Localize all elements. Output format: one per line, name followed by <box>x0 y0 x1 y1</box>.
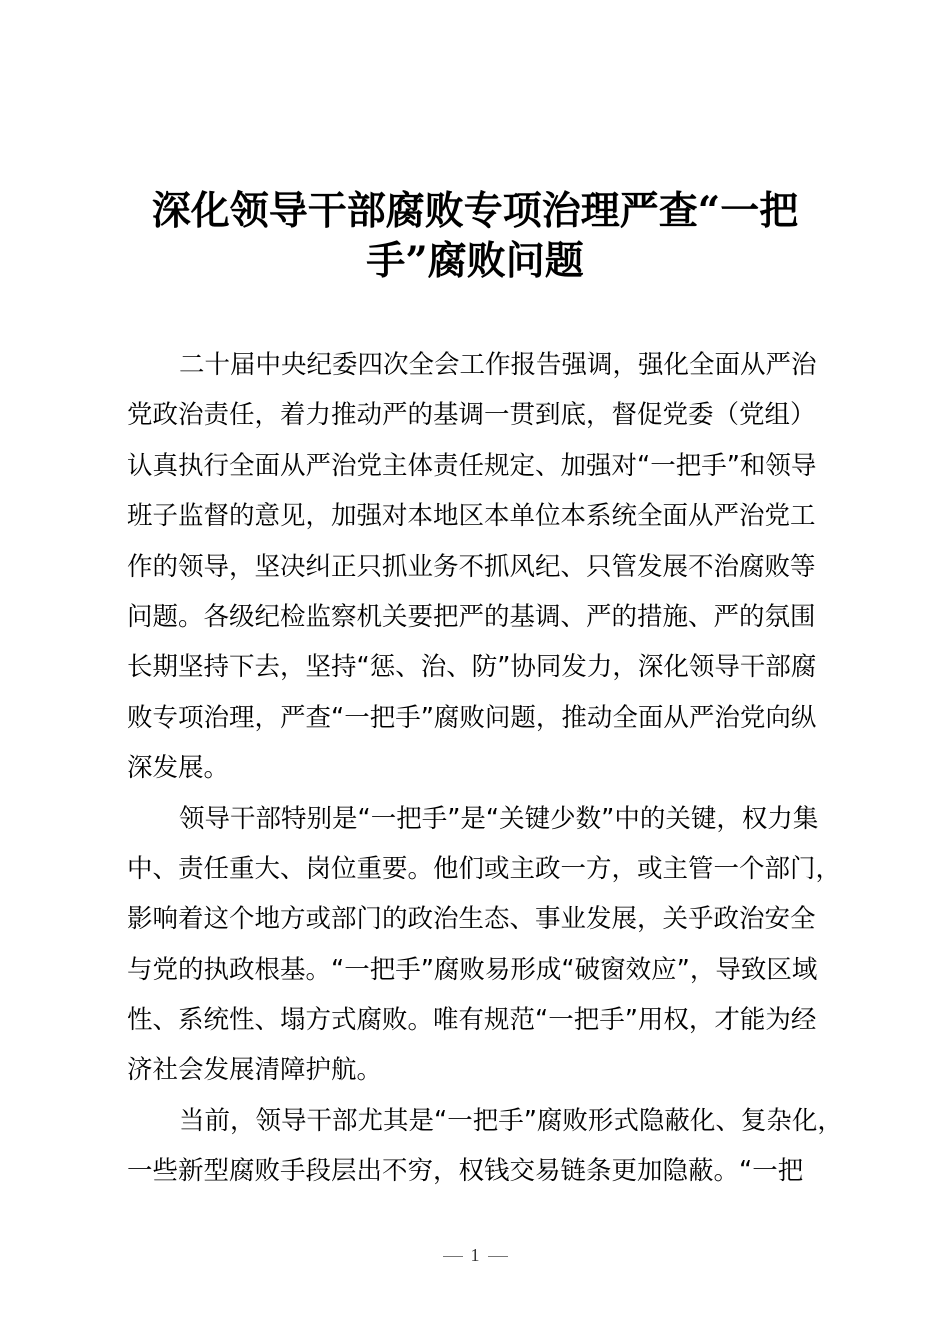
paragraph-1 <box>127 340 867 794</box>
text-line: 领导干部特别是“一把手”是“关键少数”中的关键，权力集 <box>179 803 819 834</box>
footer-dash-left <box>443 1256 463 1257</box>
text-line: 问题。各级纪检监察机关要把严的基调、严的措施、严的氛围 <box>127 601 816 632</box>
page-footer <box>0 1244 950 1266</box>
text-line: 性、系统性、塌方式腐败。唯有规范“一把手”用权，才能为经 <box>127 1005 817 1036</box>
text-line: 当前，领导干部尤其是“一把手”腐败形式隐蔽化、复杂化， <box>179 1105 843 1136</box>
text-line: 深发展。 <box>127 753 230 784</box>
footer-dash-right <box>488 1256 508 1257</box>
document-title <box>120 186 830 286</box>
paragraph-3 <box>127 1096 867 1197</box>
text-line: 败专项治理，严查“一把手”腐败问题，推动全面从严治党向纵 <box>127 702 817 733</box>
text-line: 党政治责任，着力推动严的基调一贯到底，督促党委（党组） <box>127 400 816 431</box>
text-line: 一些新型腐败手段层出不穷，权钱交易链条更加隐蔽。“一把 <box>127 1156 804 1187</box>
text-line: 长期坚持下去，坚持“惩、治、防”协同发力，深化领导干部腐 <box>127 652 817 683</box>
text-line: 二十届中央纪委四次全会工作报告强调，强化全面从严治 <box>179 350 817 380</box>
text-line: 济社会发展清障护航。 <box>127 1055 383 1086</box>
page-number: 1 <box>470 1245 480 1265</box>
title-line-2: 手”腐败问题 <box>366 238 584 284</box>
text-line: 影响着这个地方或部门的政治生态、事业发展，关乎政治安全 <box>127 904 816 935</box>
text-line: 作的领导，坚决纠正只抓业务不抓风纪、只管发展不治腐败等 <box>127 551 816 582</box>
title-line-1: 深化领导干部腐败专项治理严查“一把 <box>151 188 799 234</box>
text-line: 认真执行全面从严治党主体责任规定、加强对“一把手”和领导 <box>127 450 817 481</box>
text-line: 班子监督的意见，加强对本地区本单位本系统全面从严治党工 <box>127 501 816 532</box>
document-body <box>127 340 867 1197</box>
text-line: 中、责任重大、岗位重要。他们或主政一方，或主管一个部门， <box>127 853 842 884</box>
text-line: 与党的执政根基。“一把手”腐败易形成“破窗效应”，导致区域 <box>127 954 818 985</box>
paragraph-2 <box>127 794 867 1096</box>
